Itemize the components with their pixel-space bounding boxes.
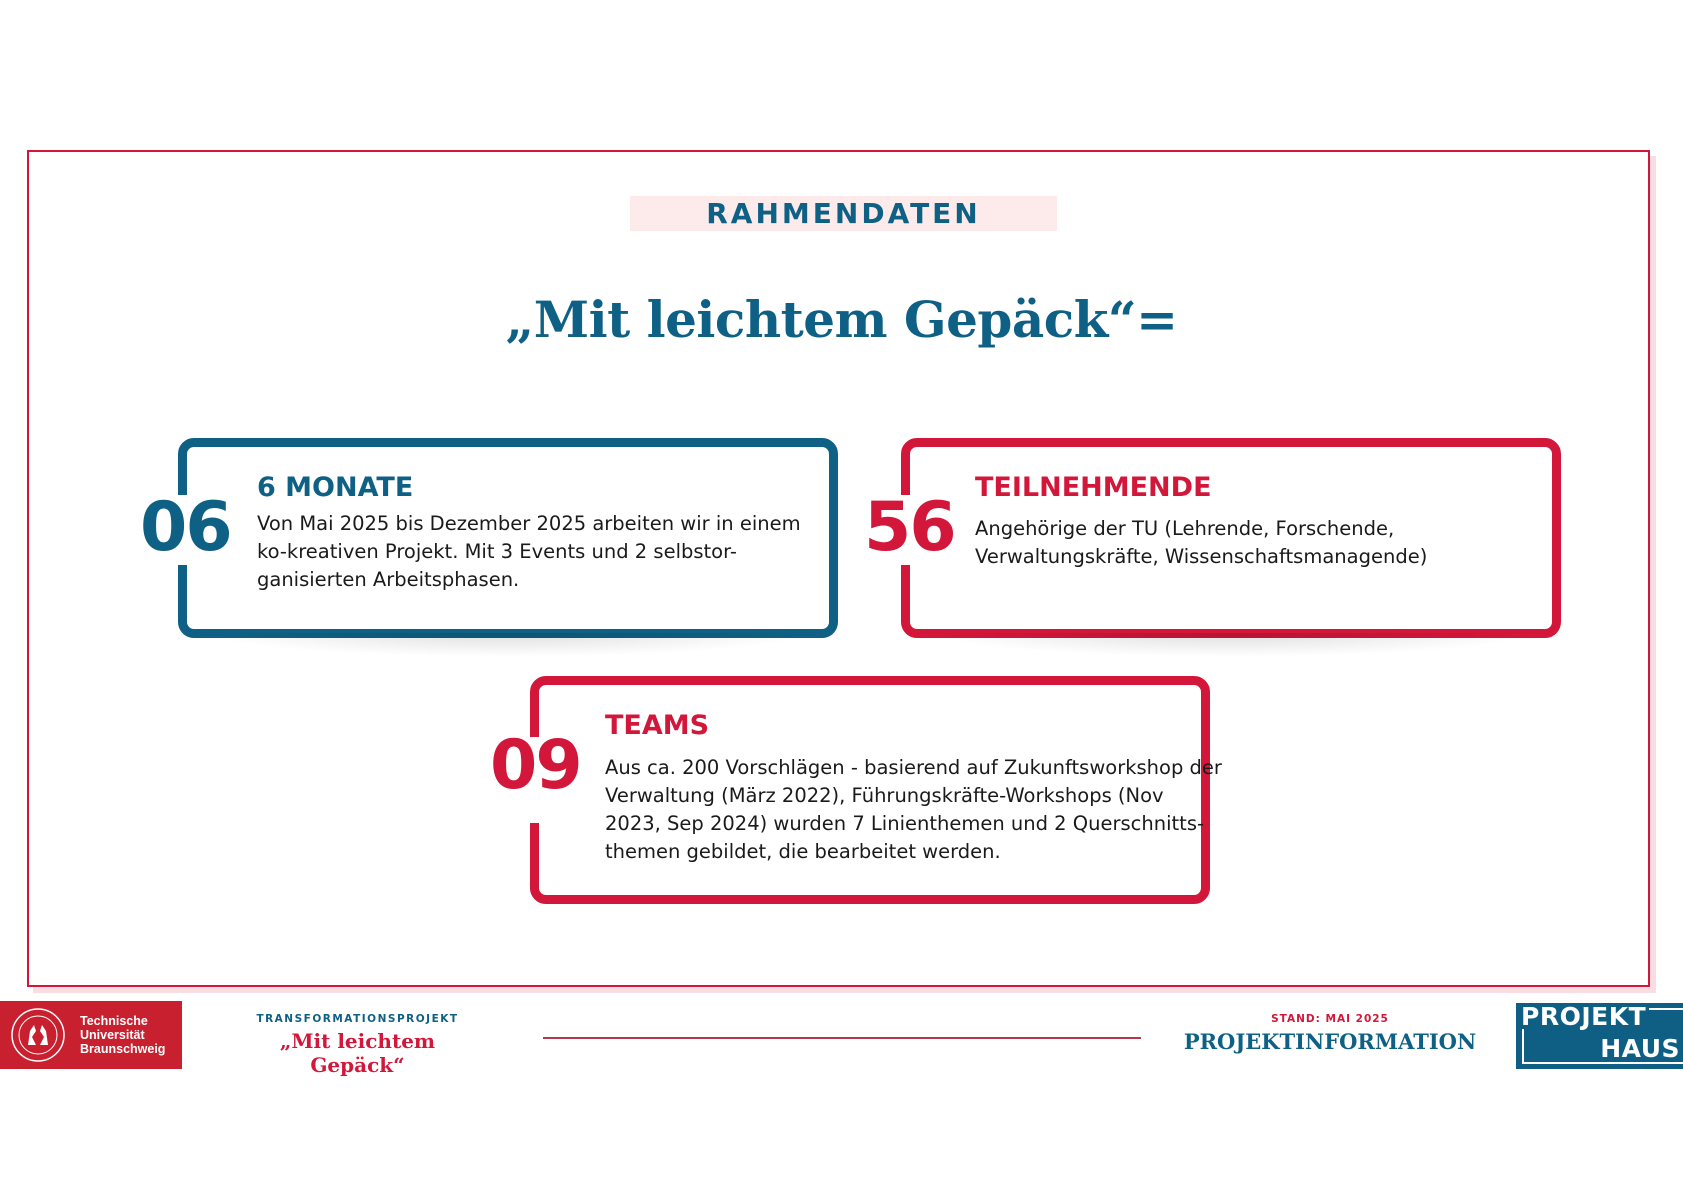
fact-description: Von Mai 2025 bis Dezember 2025 arbeiten wir in einem ko-kreativen Projekt. Mit 3 Events und 2 selbstor- ganisierten Arbeitsphasen. bbox=[257, 512, 801, 591]
fact-number: 56 bbox=[864, 488, 955, 567]
document-type: PROJEKTINFORMATION bbox=[1183, 1029, 1477, 1054]
fact-number: 09 bbox=[490, 726, 581, 805]
project-kicker: TRANSFORMATIONSPROJEKT bbox=[256, 1013, 459, 1025]
fact-description: Angehörige der TU (Lehrende, Forschende, Verwaltungskräfte, Wissenschaftsmanagende) bbox=[975, 517, 1428, 568]
logo-word-1: PROJEKT bbox=[1518, 1004, 1649, 1029]
page-title: „Mit leichtem Gepäck“= bbox=[505, 290, 1178, 349]
tu-logo-text: Technische Universität Braunschweig bbox=[80, 1014, 166, 1056]
fact-title: 6 MONATE bbox=[257, 472, 414, 503]
status-date: STAND: MAI 2025 bbox=[1271, 1013, 1389, 1025]
tu-braunschweig-logo bbox=[0, 1001, 182, 1069]
fact-number: 06 bbox=[140, 488, 231, 567]
fact-title: TEAMS bbox=[605, 710, 710, 741]
project-name: „Mit leichtem Gepäck“ bbox=[279, 1029, 436, 1077]
footer-status bbox=[1180, 1013, 1480, 1054]
projekthaus-logo bbox=[1516, 1003, 1683, 1069]
fact-title: TEILNEHMENDE bbox=[975, 472, 1212, 503]
logo-word-2: HAUS bbox=[1597, 1036, 1683, 1061]
seal-icon bbox=[10, 1007, 66, 1063]
fact-description: Aus ca. 200 Vorschlägen - basierend auf Zukunftsworkshop der Verwaltung (März 2022), Führungskräfte-Workshops (Nov 2023, Sep 2024) wurden 7 Linienthemen und 2 Querschnitts- themen gebildet, die bearbeitet werden. bbox=[605, 756, 1222, 863]
footer-project bbox=[230, 1013, 485, 1077]
section-label: RAHMENDATEN bbox=[630, 196, 1057, 231]
footer-divider bbox=[543, 1037, 1141, 1039]
